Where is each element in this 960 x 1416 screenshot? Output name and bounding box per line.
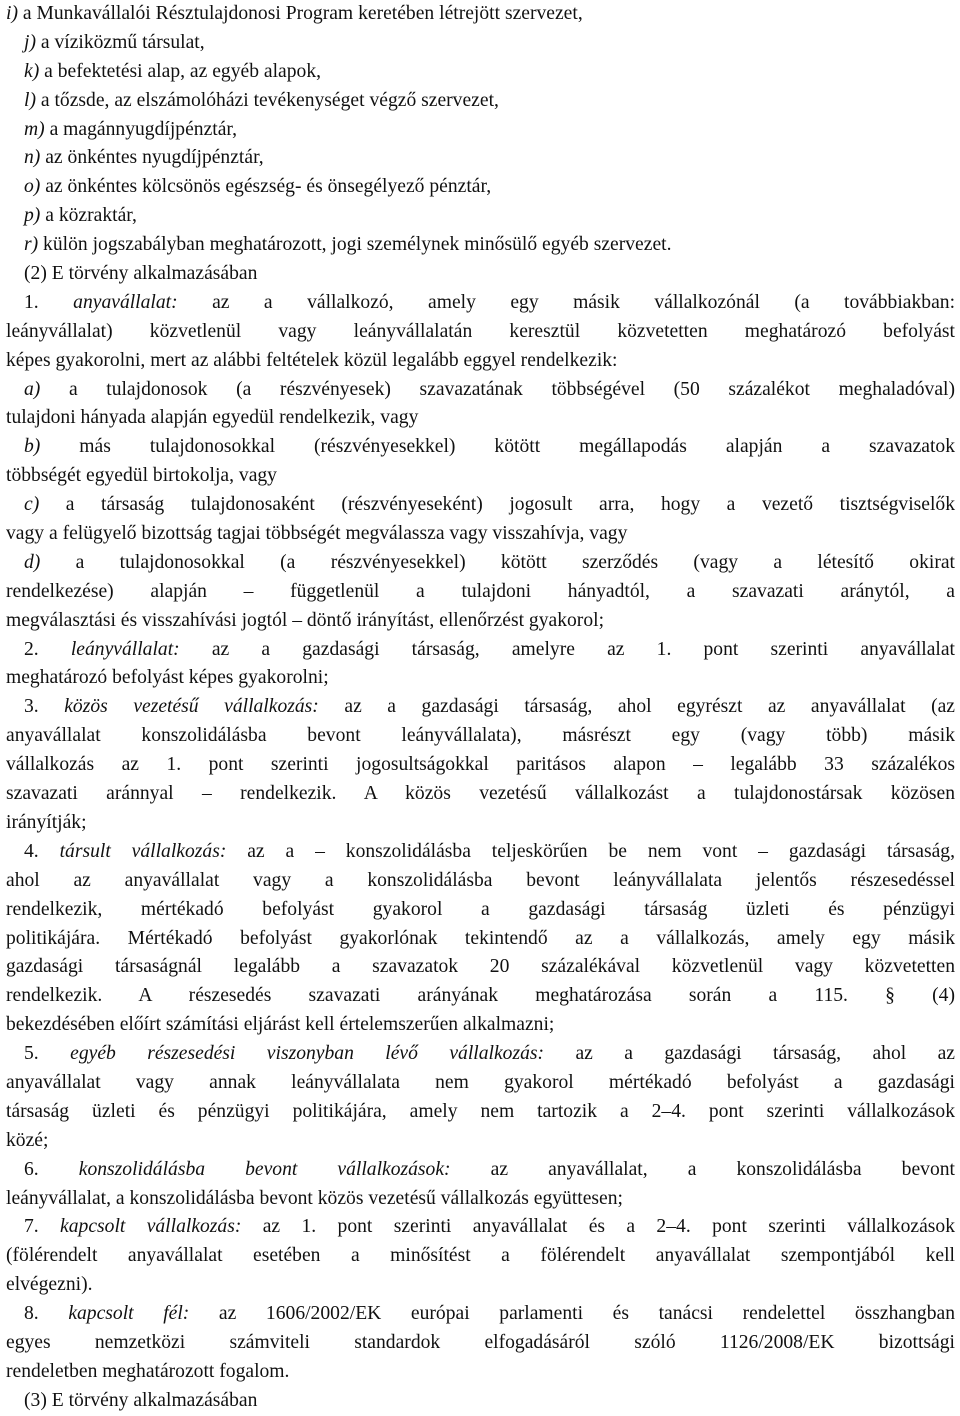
text-run: vagy a felügyelő bizottság tagjai többségét megválassza vagy visszahívja, vagy xyxy=(6,523,628,545)
defined-term: l) xyxy=(24,89,36,111)
defined-term: társult vállalkozás: xyxy=(59,840,227,862)
text-run: tulajdoni hányada alapján egyedül rendelkezik, vagy xyxy=(6,407,419,429)
text-line xyxy=(6,1387,955,1416)
text-run: az 1. pont szerinti anyavállalat és a 2–4. pont szerinti vállalkozások xyxy=(241,1216,956,1238)
text-line xyxy=(6,231,955,260)
text-line xyxy=(6,318,955,347)
text-line xyxy=(6,58,955,87)
text-run: (3) E törvény alkalmazásában xyxy=(24,1389,258,1411)
text-line xyxy=(6,925,955,954)
text-line xyxy=(6,1213,955,1242)
text-run: a magánnyugdíjpénztár, xyxy=(44,118,238,140)
defined-term: közös vezetésű vállalkozás: xyxy=(64,696,319,718)
defined-term: j) xyxy=(24,31,36,53)
text-run: (fölérendelt anyavállalat esetében a minősítést a fölérendelt anyavállalat szempontjából kell xyxy=(6,1245,955,1267)
text-line xyxy=(6,953,955,982)
defined-term: m) xyxy=(24,118,45,140)
text-run: képes gyakorolni, mert az alábbi feltételek közül legalább eggyel rendelkezik: xyxy=(6,349,618,371)
text-run: az önkéntes nyugdíjpénztár, xyxy=(40,147,264,169)
text-line xyxy=(6,1156,955,1185)
text-line xyxy=(6,520,955,549)
text-run: az a gazdasági társaság, ahol egyrészt az anyavállalat (az xyxy=(318,696,955,718)
text-line xyxy=(6,1098,955,1127)
text-line xyxy=(6,664,955,693)
text-run: a közraktár, xyxy=(40,205,137,227)
text-run: az a – konszolidálásba teljeskörűen be nem vont – gazdasági társaság, xyxy=(226,840,955,862)
text-run: az anyavállalat, a konszolidálásba bevont xyxy=(450,1158,956,1180)
text-line xyxy=(6,1300,955,1329)
text-line xyxy=(6,116,955,145)
text-run: 3. xyxy=(24,696,65,718)
text-run: 2. xyxy=(24,638,71,660)
text-line xyxy=(6,636,955,665)
text-run: más tulajdonosokkal (részvényesekkel) kötött megállapodás alapján a szavazatok xyxy=(40,436,955,458)
defined-term: i) xyxy=(6,3,18,24)
text-line xyxy=(6,347,955,376)
text-run: 1. xyxy=(24,291,74,313)
text-run: a tőzsde, az elszámolóházi tevékenységet végző szervezet, xyxy=(35,89,499,111)
text-run: rendelkezése) alapján – függetlenül a tulajdoni hányadtól, a szavazati aránytól, a xyxy=(6,580,955,602)
text-run: megválasztási és visszahívási jogtól – döntő irányítást, ellenőrzést gyakorol; xyxy=(6,609,605,631)
text-line xyxy=(6,549,955,578)
defined-term: n) xyxy=(24,147,41,169)
text-run: a befektetési alap, az egyéb alapok, xyxy=(39,60,322,82)
text-run: rendelkezik, mértékadó befolyást gyakorol a gazdasági társaság üzleti és pénzügyi xyxy=(6,898,955,920)
text-line xyxy=(6,404,955,433)
text-line xyxy=(6,1271,955,1300)
text-line xyxy=(6,1127,955,1156)
text-run: rendeletben meghatározott fogalom. xyxy=(6,1360,290,1382)
text-line xyxy=(6,144,955,173)
defined-term: konszolidálásba bevont vállalkozások: xyxy=(78,1158,451,1180)
text-line xyxy=(6,867,955,896)
defined-term: anyavállalat: xyxy=(73,291,178,313)
text-run: a tulajdonosok (a részvényesek) szavazatának többségével (50 százalékot meghaladóval) xyxy=(40,378,955,400)
text-run: ahol az anyavállalat vagy a konszolidálásba bevont leányvállalata jelentős részesedéssel xyxy=(6,869,955,891)
text-run: anyavállalat konszolidálásba bevont leányvállalata), másrészt egy (vagy több) másik xyxy=(6,725,955,747)
text-line xyxy=(6,722,955,751)
text-run: irányítják; xyxy=(6,811,87,833)
text-run: gazdasági társaságnál legalább a szavazatok 20 százalékával közvetlenül vagy közvetetten xyxy=(6,956,955,978)
text-line xyxy=(6,1069,955,1098)
text-line xyxy=(6,1358,955,1387)
text-line xyxy=(6,838,955,867)
defined-term: leányvállalat: xyxy=(70,638,180,660)
text-run: leányvállalat) közvetlenül vagy leányvállalatán keresztül közvetetten meghatározó befolyást xyxy=(6,320,955,342)
text-run: bekezdésében előírt számítási eljárást kell értelemszerűen alkalmazni; xyxy=(6,1014,555,1036)
text-run: a Munkavállalói Résztulajdonosi Program keretében létrejött szervezet, xyxy=(17,3,583,24)
text-run: többségét egyedül birtokolja, vagy xyxy=(6,465,277,487)
text-run: egyes nemzetközi számviteli standardok elfogadásáról szóló 1126/2008/EK bizottsági xyxy=(6,1331,955,1353)
text-run: meghatározó befolyást képes gyakorolni; xyxy=(6,667,329,689)
text-run: az a gazdasági társaság, ahol az xyxy=(544,1043,956,1065)
text-line xyxy=(6,376,955,405)
defined-term: a) xyxy=(24,378,41,400)
defined-term: b) xyxy=(24,436,41,458)
text-line xyxy=(6,809,955,838)
text-run: 7. xyxy=(24,1216,61,1238)
defined-term: d) xyxy=(24,551,41,573)
defined-term: k) xyxy=(24,60,40,82)
text-line xyxy=(6,260,955,289)
defined-term: o) xyxy=(24,176,41,198)
text-line xyxy=(6,1329,955,1358)
text-run: külön jogszabályban meghatározott, jogi személynek minősülő egyéb szervezet. xyxy=(38,234,672,256)
text-run: a víziközmű társulat, xyxy=(35,31,205,53)
text-line xyxy=(6,1242,955,1271)
text-line xyxy=(6,462,955,491)
text-line xyxy=(6,202,955,231)
text-line xyxy=(6,433,955,462)
text-run: leányvállalat, a konszolidálásba bevont közös vezetésű vállalkozás együttesen; xyxy=(6,1187,623,1209)
text-line xyxy=(6,87,955,116)
text-run: a társaság tulajdonosaként (részvényeseként) jogosult arra, hogy a vezető tisztségviselők xyxy=(39,494,955,516)
text-run: 6. xyxy=(24,1158,79,1180)
defined-term: kapcsolt fél: xyxy=(68,1303,190,1325)
text-run: társaság üzleti és pénzügyi politikájára, amely nem tartozik a 2–4. pont szerinti vállalkozások xyxy=(6,1100,955,1122)
text-line xyxy=(6,1011,955,1040)
defined-term: kapcsolt vállalkozás: xyxy=(60,1216,242,1238)
defined-term: egyéb részesedési viszonyban lévő vállalkozás: xyxy=(70,1043,545,1065)
text-line xyxy=(6,751,955,780)
text-run: vállalkozás az 1. pont szerinti jogosultságokkal paritásos alapon – legalább 33 százalékos xyxy=(6,754,955,776)
text-line xyxy=(6,173,955,202)
text-run: anyavállalat vagy annak leányvállalata nem gyakorol mértékadó befolyást a gazdasági xyxy=(6,1071,955,1093)
text-line xyxy=(6,1185,955,1214)
text-line xyxy=(6,0,955,29)
text-run: a tulajdonosokkal (a részvényesekkel) kötött szerződés (vagy a létesítő okirat xyxy=(40,551,955,573)
text-line xyxy=(6,289,955,318)
text-line xyxy=(6,578,955,607)
text-run: az 1606/2002/EK európai parlamenti és tanácsi rendelettel összhangban xyxy=(189,1303,955,1325)
text-line xyxy=(6,693,955,722)
text-line xyxy=(6,896,955,925)
text-run: elvégezni). xyxy=(6,1274,93,1296)
text-run: közé; xyxy=(6,1129,49,1151)
text-run: (2) E törvény alkalmazásában xyxy=(24,263,258,285)
text-run: az a gazdasági társaság, amelyre az 1. pont szerinti anyavállalat xyxy=(179,638,955,660)
text-line xyxy=(6,29,955,58)
text-line xyxy=(6,982,955,1011)
text-run: az a vállalkozó, amely egy másik vállalkozónál (a továbbiakban: xyxy=(177,291,956,313)
text-line xyxy=(6,1040,955,1069)
text-run: 8. xyxy=(24,1303,69,1325)
defined-term: p) xyxy=(24,205,41,227)
text-run: 5. xyxy=(24,1043,71,1065)
text-line xyxy=(6,491,955,520)
defined-term: r) xyxy=(24,234,39,256)
document-page xyxy=(6,0,955,1416)
text-line xyxy=(6,607,955,636)
text-run: politikájára. Mértékadó befolyást gyakorlónak tekintendő az a vállalkozás, amely egy másik xyxy=(6,927,955,949)
text-run: rendelkezik. A részesedés szavazati arányának meghatározása során a 115. § (4) xyxy=(6,985,955,1007)
text-run: az önkéntes kölcsönös egészség- és önsegélyező pénztár, xyxy=(40,176,492,198)
text-line xyxy=(6,780,955,809)
text-run: 4. xyxy=(24,840,60,862)
defined-term: c) xyxy=(24,494,40,516)
text-run: szavazati aránnyal – rendelkezik. A közös vezetésű vállalkozást a tulajdonostársak közösen xyxy=(6,783,955,805)
